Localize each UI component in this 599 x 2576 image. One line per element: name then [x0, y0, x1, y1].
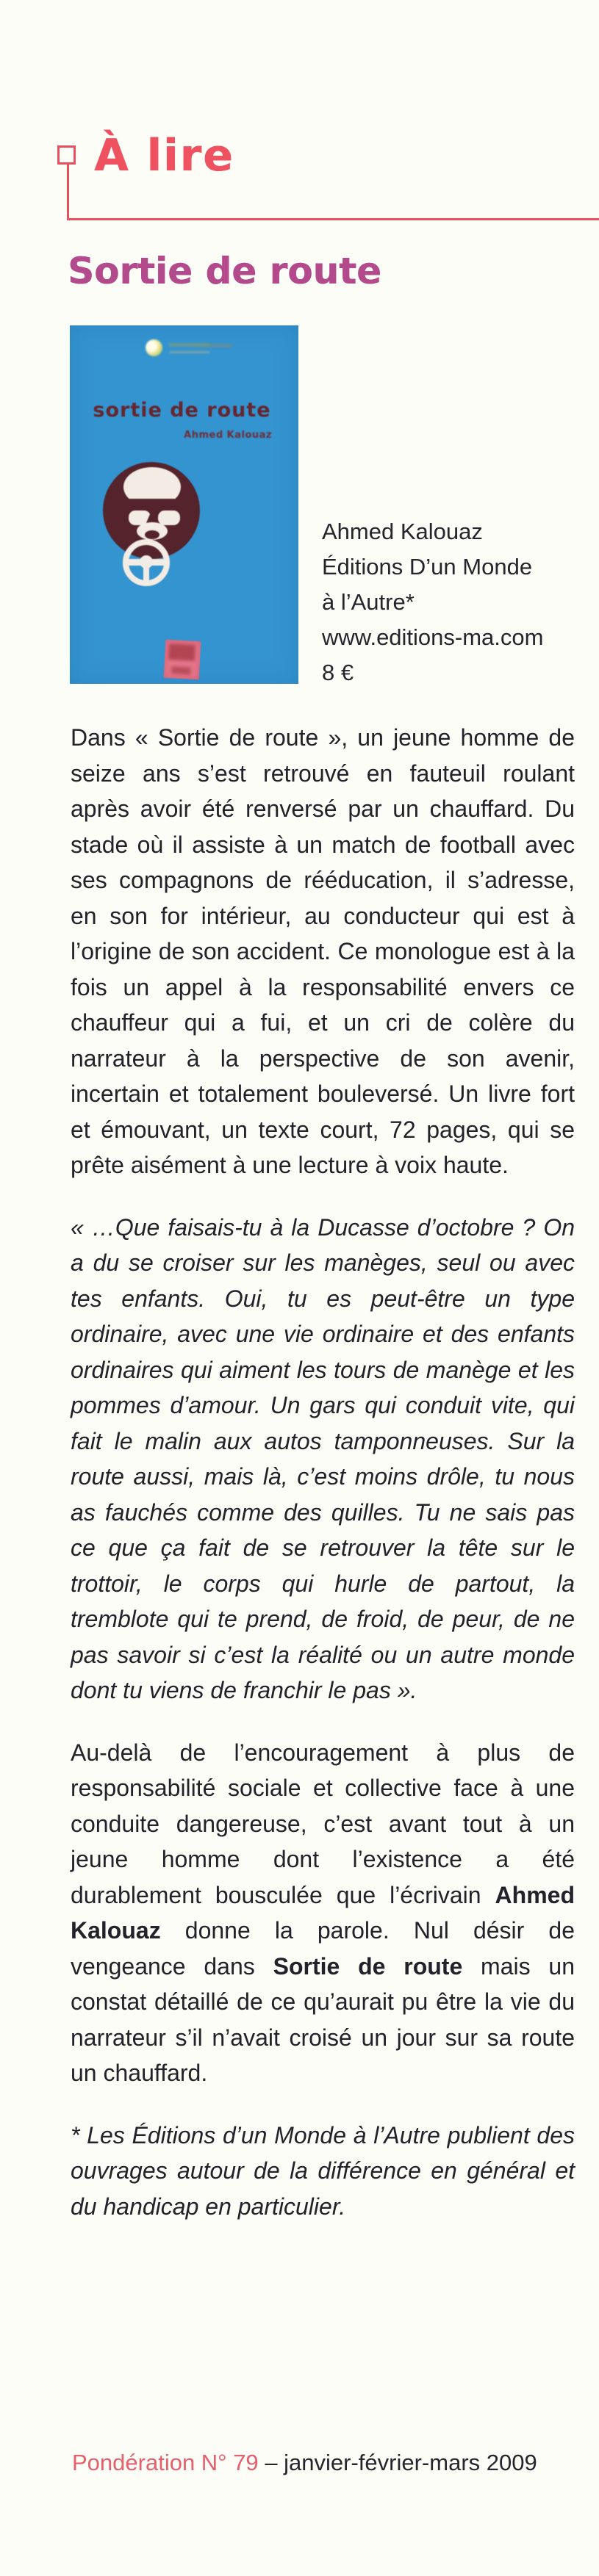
- book-cover-title: sortie de route: [93, 399, 271, 422]
- magazine-issue: Pondération N° 79: [72, 2450, 259, 2475]
- article-body: [71, 720, 575, 2251]
- section-divider-vertical-line: [67, 163, 69, 220]
- paragraph-text: mais un constat détaillé de ce qu’aurait pu être la vie du narrateur s’il n’avait croisé un jour sur sa route un chauffard.: [71, 1952, 575, 2086]
- issue-date: – janvier-février-mars 2009: [265, 2450, 537, 2475]
- book-author: Ahmed Kalouaz: [322, 519, 483, 544]
- section-divider-line: [67, 218, 599, 220]
- paragraph-text: Au-delà de l’encouragement à plus de responsabilité sociale et collective face à une conduite dangereuse, c’est avant tout à un jeune homme dont l’existence a été durablement bousculée que l’écrivain: [71, 1739, 575, 1908]
- article-paragraph-1: Dans « Sortie de route », un jeune homme de seize ans s’est retrouvé en fauteuil roulant après avoir été renversé par un chauffard. Du stade où il assiste à un match de football avec ses compagnons de rééducation, il s’adresse, en son for intérieur, au conducteur qui est à l’origine de son accident. Ce monologue est à la fois un appel à la responsabilité envers ce chauffeur qui a fui, et un cri de colère du narrateur à la perspective de son avenir, incertain et totalement bouleversé. Un livre fort et émouvant, un texte court, 72 pages, qui se prête aisément à une lecture à voix haute.: [71, 724, 575, 1178]
- section-header: À lire: [94, 130, 234, 181]
- book-publisher-line2: à l’Autre*: [322, 589, 415, 615]
- article-quote: « …Que faisais-tu à la Ducasse d’octobre ? On a du se croiser sur les manèges, seul ou avec tes enfants. Oui, tu es peut-être un type ordinaire, avec une vie ordinaire et des enfants ordinaires qui aiment les tours de manège et les pommes d’amour. Un gars qui conduit vite, qui fait le malin aux autos tamponneuses. Sur la route aussi, mais là, c’est moins drôle, tu nous as fauchés comme des quilles. Tu ne sais pas ce que ça fait de se retrouver la tête sur le trottoir, le corps qui hurle de partout, la tremblote qui te prend, de froid, de peur, de ne pas savoir si c’est la réalité ou un autre monde dont tu viens de franchir le pas ».: [71, 1213, 575, 1703]
- book-cover: [70, 325, 298, 684]
- driver-emblem-icon: [99, 458, 206, 590]
- article-footnote: * Les Éditions d’un Monde à l’Autre publient des ouvrages autour de la différence en général et du handicap en particulier.: [71, 2121, 575, 2220]
- book-cover-author: Ahmed Kalouaz: [184, 430, 272, 441]
- paragraph-text: donne la parole. Nul désir de vengeance dans: [71, 1917, 575, 1980]
- price-sticker: [164, 640, 201, 679]
- publisher-logo-icon: [146, 339, 219, 358]
- page-footer: [72, 2446, 537, 2480]
- book-info: [322, 514, 543, 690]
- author-name-bold: Ahmed Kalouaz: [71, 1881, 575, 1944]
- section-marker-square: [57, 145, 76, 165]
- book-title-bold: Sortie de route: [273, 1952, 463, 1980]
- article-title: Sortie de route: [68, 250, 381, 292]
- article-paragraph-3: [71, 1735, 575, 2091]
- book-publisher-line1: Éditions D’un Monde: [322, 554, 533, 580]
- book-website: www.editions-ma.com: [322, 624, 544, 650]
- book-price: 8 €: [322, 660, 354, 685]
